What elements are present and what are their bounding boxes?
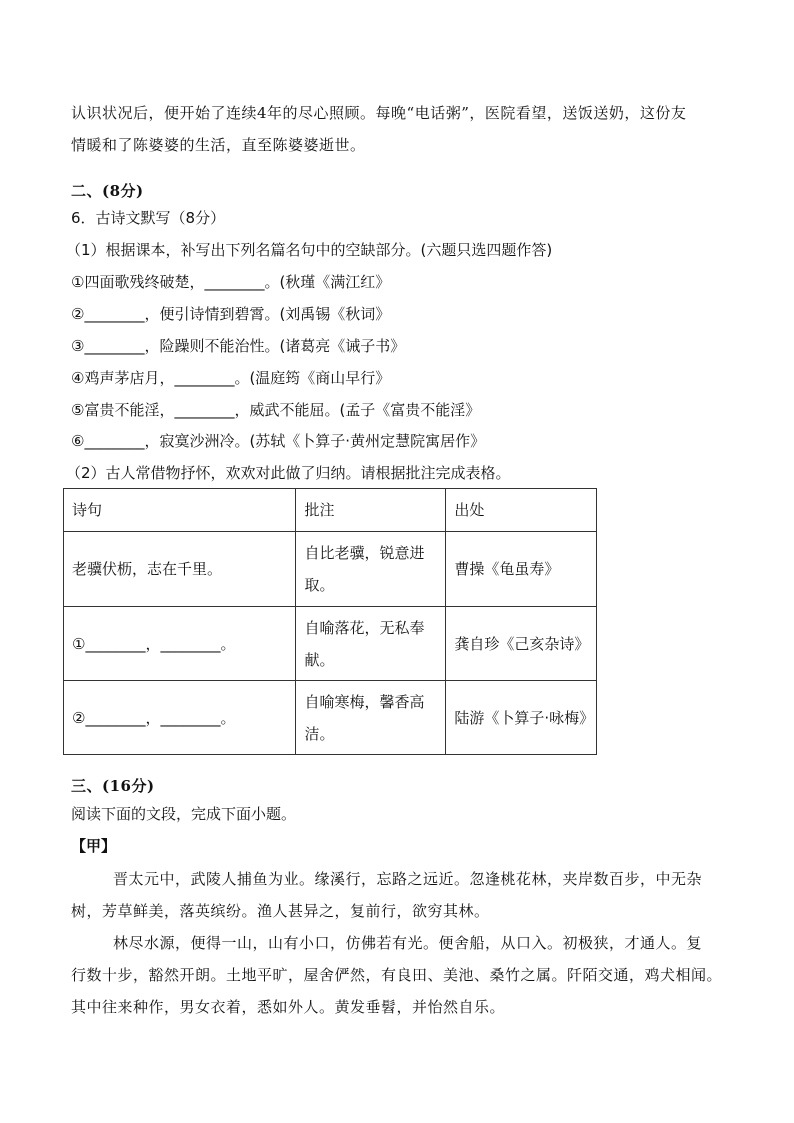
annotation-text: 自喻落花，无私奉献。 <box>304 618 425 669</box>
table-cell <box>296 532 446 607</box>
intro-line-2: 情暖和了陈婆婆的生活，直至陈婆婆逝世。 <box>71 136 366 154</box>
recitation-item-1: ①四面歌残终破楚，________。(秋瑾《满江红》 <box>71 273 391 291</box>
part-2-instruction: （2）古人常借物抒怀，欢欢对此做了归纳。请根据批注完成表格。 <box>66 464 511 482</box>
part-1-instruction: （1）根据课本，补写出下列名篇名句中的空缺部分。(六题只选四题作答) <box>66 241 553 259</box>
recitation-item-6: ⑥________，寂寞沙洲冷。(苏轼《卜算子·黄州定慧院寓居作》 <box>71 432 486 450</box>
table-row <box>64 607 597 681</box>
passage-line-2: 树，芳草鲜美，落英缤纷。渔人甚异之，复前行，欲穷其林。 <box>71 902 490 920</box>
section-2-heading: 二、(8分) <box>71 182 144 200</box>
table-row <box>64 681 597 755</box>
table-header-row <box>64 489 597 532</box>
passage-line-1: 晋太元中，武陵人捕鱼为业。缘溪行，忘路之远近。忽逢桃花林，夹岸数百步，中无杂 <box>113 870 703 888</box>
intro-line-1: 认识状况后，便开始了连续4年的尽心照顾。每晚“电话粥”，医院看望，送饭送奶，这份友 <box>71 104 687 122</box>
section-3-heading: 三、(16分) <box>71 777 155 795</box>
passage-line-3: 林尽水源，便得一山，山有小口，仿佛若有光。便舍船，从口入。初极狭，才通人。复 <box>113 934 703 952</box>
table-header-cell: 批注 <box>296 489 446 532</box>
question-6-title: 6．古诗文默写（8分） <box>71 209 226 227</box>
annotation-text: 自比老骥，锐意进取。 <box>304 544 425 594</box>
table-header-cell: 出处 <box>446 489 597 532</box>
recitation-item-2: ②________，便引诗情到碧霄。(刘禹锡《秋词》 <box>71 305 391 323</box>
table-header-cell: 诗句 <box>64 489 296 532</box>
table-cell <box>296 681 446 755</box>
table-cell: 陆游《卜算子·咏梅》 <box>446 681 597 755</box>
table-cell: ①________，________。 <box>64 607 296 681</box>
table-cell: 龚自珍《己亥杂诗》 <box>446 607 597 681</box>
recitation-item-5: ⑤富贵不能淫，________，威武不能屈。(孟子《富贵不能淫》 <box>71 401 481 419</box>
passage-label: 【甲】 <box>71 837 117 855</box>
passage-line-4: 行数十步，豁然开朗。土地平旷，屋舍俨然，有良田、美池、桑竹之属。阡陌交通，鸡犬相闻。 <box>71 966 723 984</box>
table-cell: ②________，________。 <box>64 681 296 755</box>
recitation-item-3: ③________，险躁则不能治性。(诸葛亮《诫子书》 <box>71 337 406 355</box>
passage-line-5: 其中往来种作，男女衣着，悉如外人。黄发垂髫，并怡然自乐。 <box>71 998 506 1016</box>
poem-table <box>63 488 597 755</box>
annotation-text: 自喻寒梅，馨香高洁。 <box>304 692 425 743</box>
table-cell <box>296 607 446 681</box>
section-3-instruction: 阅读下面的文段，完成下面小题。 <box>71 805 297 823</box>
recitation-item-4: ④鸡声茅店月，________。(温庭筠《商山早行》 <box>71 369 391 387</box>
table-cell: 曹操《龟虽寿》 <box>446 532 597 607</box>
table-row <box>64 532 597 607</box>
table-cell: 老骥伏枥，志在千里。 <box>64 532 296 607</box>
